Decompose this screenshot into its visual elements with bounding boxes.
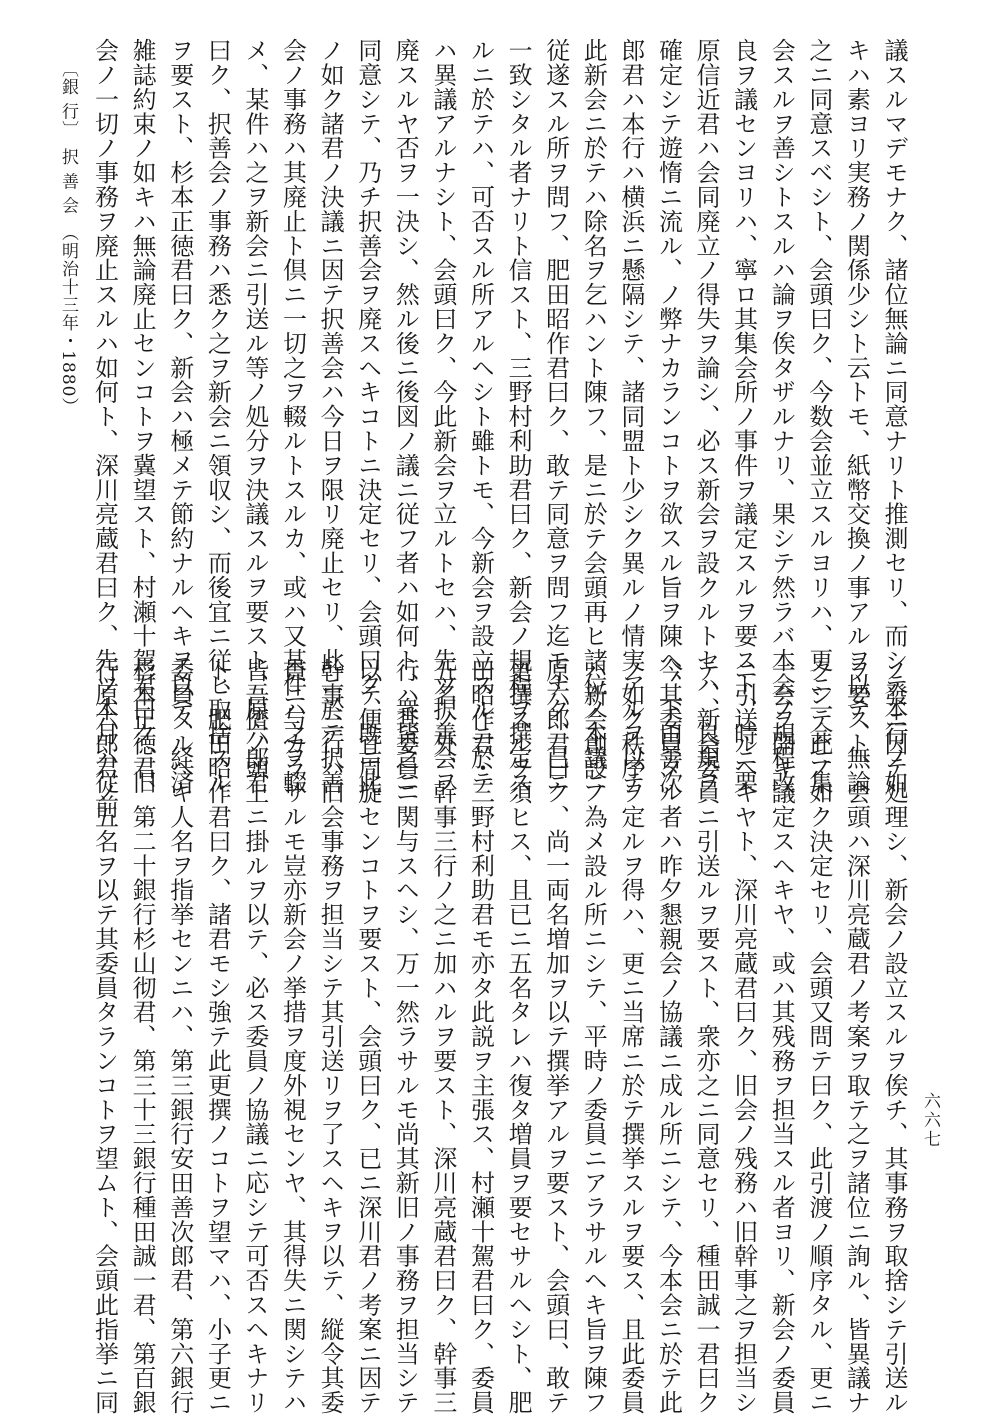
text-column: 一致シタル者ナリト信スト、三野村利助君曰ク、新会ノ規程ヲ撰定ス	[504, 38, 533, 795]
text-column: ハ異議アルナシト、会頭曰ク、今此新会ヲ立ルトセハ、先ツ択善会ヲ	[428, 38, 457, 795]
page-number: 六六七	[920, 1092, 940, 1149]
text-column: キハ素ヨリ実務ノ関係少シト云トモ、紙幣交換ノ事アルヲ以テ、無論	[842, 38, 871, 795]
text-column: 会ノ事務ハ其廃止ト倶ニ一切之ヲ輟ルトスルカ、或ハ又某件ハ之ヲ輟	[278, 38, 307, 795]
text-column: 同意シテ、乃チ択善会ヲ廃スヘキコトニ決定セリ、会頭曰ク、既ニ此	[353, 38, 382, 795]
text-column: メ、某件ハ之ヲ新会ニ引送ル等ノ処分ヲ決議スルヲ要スト、原六郎君	[240, 38, 269, 795]
text-column: 行原六郎君ノ五名ヲ以テ其委員タランコトヲ望ムト、会頭此指挙ニ同	[90, 658, 119, 1414]
text-column: 行ハ其委員ニ関与スヘシ、万一然ラサルモ尚其新旧ノ事務ヲ担当シテ	[391, 658, 420, 1414]
text-column: 原信近君ハ会同廃立ノ得失ヲ論シ、必ス新会ヲ設クルトセハ、良規ヲ	[692, 38, 721, 795]
text-column: 之ニ同意スベシト、会頭曰ク、今数会並立スルヨリハ、更ニ一会ニ集	[804, 38, 833, 795]
text-column: 皆吾儕ノ頭上ニ掛ルヲ以テ、必ス委員ノ協議ニ応シテ可否スヘキナリ	[240, 658, 269, 1414]
running-header: 〔銀 行〕 択 善 会 （明治十三年・1880）	[58, 60, 78, 416]
text-column: 員ニ与カラサルモ豈亦新会ノ挙措ヲ度外視センヤ、其得失ニ関シテハ	[278, 658, 307, 1414]
text-column: ヲ要スト、会頭ハ深川亮蔵君ノ考案ヲ取テ之ヲ諸位ニ詢ル、皆異議ナ	[842, 658, 871, 1414]
text-column: 五名ノ外、幹事三行ノ之ニ加ハルヲ要スト、深川亮蔵君曰ク、幹事三	[428, 658, 457, 1414]
text-column: 会スルヲ善シトスルハ論ヲ俟タザルナリ、果シテ然ラバ本会ノ規程改	[767, 38, 796, 795]
text-column: 原六郎君曰ク、尚一両名増加ヲ以テ撰挙アルヲ要スト、会頭曰、敢テ	[541, 658, 570, 1414]
text-column: 今其委員タル者ハ昨夕懇親会ノ協議ニ成ル所ニシテ、今本会ニ於テ此	[654, 658, 683, 1414]
text-column: ノ如ク秩序ヲ定ルヲ得ハ、更ニ当席ニ於テ撰挙スルヲ要ス、且此委員	[616, 658, 645, 1414]
text-column: ルニ於テハ、可否スル所アルヘシト雖トモ、今新会ヲ設立スルニ於テ	[466, 38, 495, 795]
text-block-bottom	[85, 658, 912, 1414]
text-column: 郎君ハ本行ハ横浜ニ懸隔シテ、諸同盟ト少シク異ルノ情実アルヲ以テ	[616, 38, 645, 795]
text-column: 良ヲ議センヨリハ、寧ロ其集会所ノ事件ヲ議定スルヲ要スト、時ニ栗	[729, 38, 758, 795]
text-column: 廃スルヤ否ヲ一決シ、然ル後ニ後図ノ議ニ従フ者ハ如何ト、衆皆之ニ	[391, 38, 420, 795]
text-column: 曰ク、択善会ノ事務ハ悉ク之ヲ新会ニ領収シ、而後宜ニ従ヒ取捨スル	[203, 38, 232, 795]
text-column: ヲ要スト、杉本正徳君曰ク、新会ハ極メテ節約ナルヘキヲ以テ、経済	[165, 38, 194, 795]
text-column: テ、新会委員ニ引送ルヲ要スト、衆亦之ニ同意セリ、種田誠一君曰ク	[692, 658, 721, 1414]
text-column: 更撰スルヲ須ヒス、且已ニ五名タレハ復タ増員ヲ要セサルヘシト、肥	[504, 658, 533, 1414]
text-column: 議スルマデモナク、諸位無論ニ同意ナリト推測セリ、而シテ本行ノ如	[880, 38, 908, 795]
text-block-top	[85, 38, 912, 819]
text-column: 確定シテ遊惰ニ流ル、ノ弊ナカランコトヲ欲スル旨ヲ陳ヘ、下田善次	[654, 38, 683, 795]
text-column: ノ發ニ因テ処理シ、新会ノ設立スルヲ俟チ、其事務ヲ取捨シテ引送ル	[880, 658, 908, 1414]
text-column: 雑誌約束ノ如キハ無論廃止センコトヲ冀望スト、村瀬十駕君曰ク、旧	[128, 38, 157, 795]
text-column: クシテ此ノ如ク決定セリ、会頭又問テ曰ク、此引渡ノ順序タル、更ニ	[804, 658, 833, 1414]
text-column: 委員タルヘキ人名ヲ指挙センニハ、第三銀行安田善次郎君、第六銀行	[165, 658, 194, 1414]
text-column: 田昭作君・三野村利助君モ亦タ此説ヲ主張ス、村瀬十駕君曰ク、委員	[466, 658, 495, 1414]
text-column: 幹事三行ハ旧会事務ヲ担当シテ其引送リヲ了スヘキヲ以テ、縦令其委	[316, 658, 345, 1414]
text-column: 一会ヲ開キ議定スヘキヤ、或ハ其残務ヲ担当スル者ヨリ、新会ノ委員	[767, 658, 796, 1414]
text-column: ノ如ク諸君ノ決議ニ因テ択善会ハ今日ヲ限リ廃止セリ、此ニ於テ択善	[316, 38, 345, 795]
text-column: 杉本正徳君、第二十銀行杉山彻君、第三十三銀行種田誠一君、第百銀	[128, 658, 157, 1414]
text-column: 以テ便宜周旋センコトヲ要スト、会頭曰ク、已ニ深川君ノ考案ニ因テ	[353, 658, 382, 1414]
text-column: 此新会ニ於テハ除名ヲ乞ハント陳フ、是ニ於テ会頭再ヒ諸位ノ本議ニ	[579, 38, 608, 795]
text-column: ハ新会創設ノ為メ設ル所ニシテ、平時ノ委員ニアラサルヘキ旨ヲ陳フ	[579, 658, 608, 1414]
text-column: ニ引送ルヘキヤト、深川亮蔵君曰ク、旧会ノ残務ハ旧幹事之ヲ担当シ	[729, 658, 758, 1414]
text-column: 従遂スル所ヲ問フ、肥田昭作君曰ク、敢テ同意ヲ問フ迄モナク、已ニ	[541, 38, 570, 795]
text-column: ト、肥田昭作君曰ク、諸君モシ強テ此更撰ノコトヲ望マハ、小子更ニ	[203, 658, 232, 1414]
text-column: 会ノ一切ノ事務ヲ廃止スルハ如何ト、深川亮蔵君曰ク、先ツ本月ハ従前	[90, 38, 119, 819]
